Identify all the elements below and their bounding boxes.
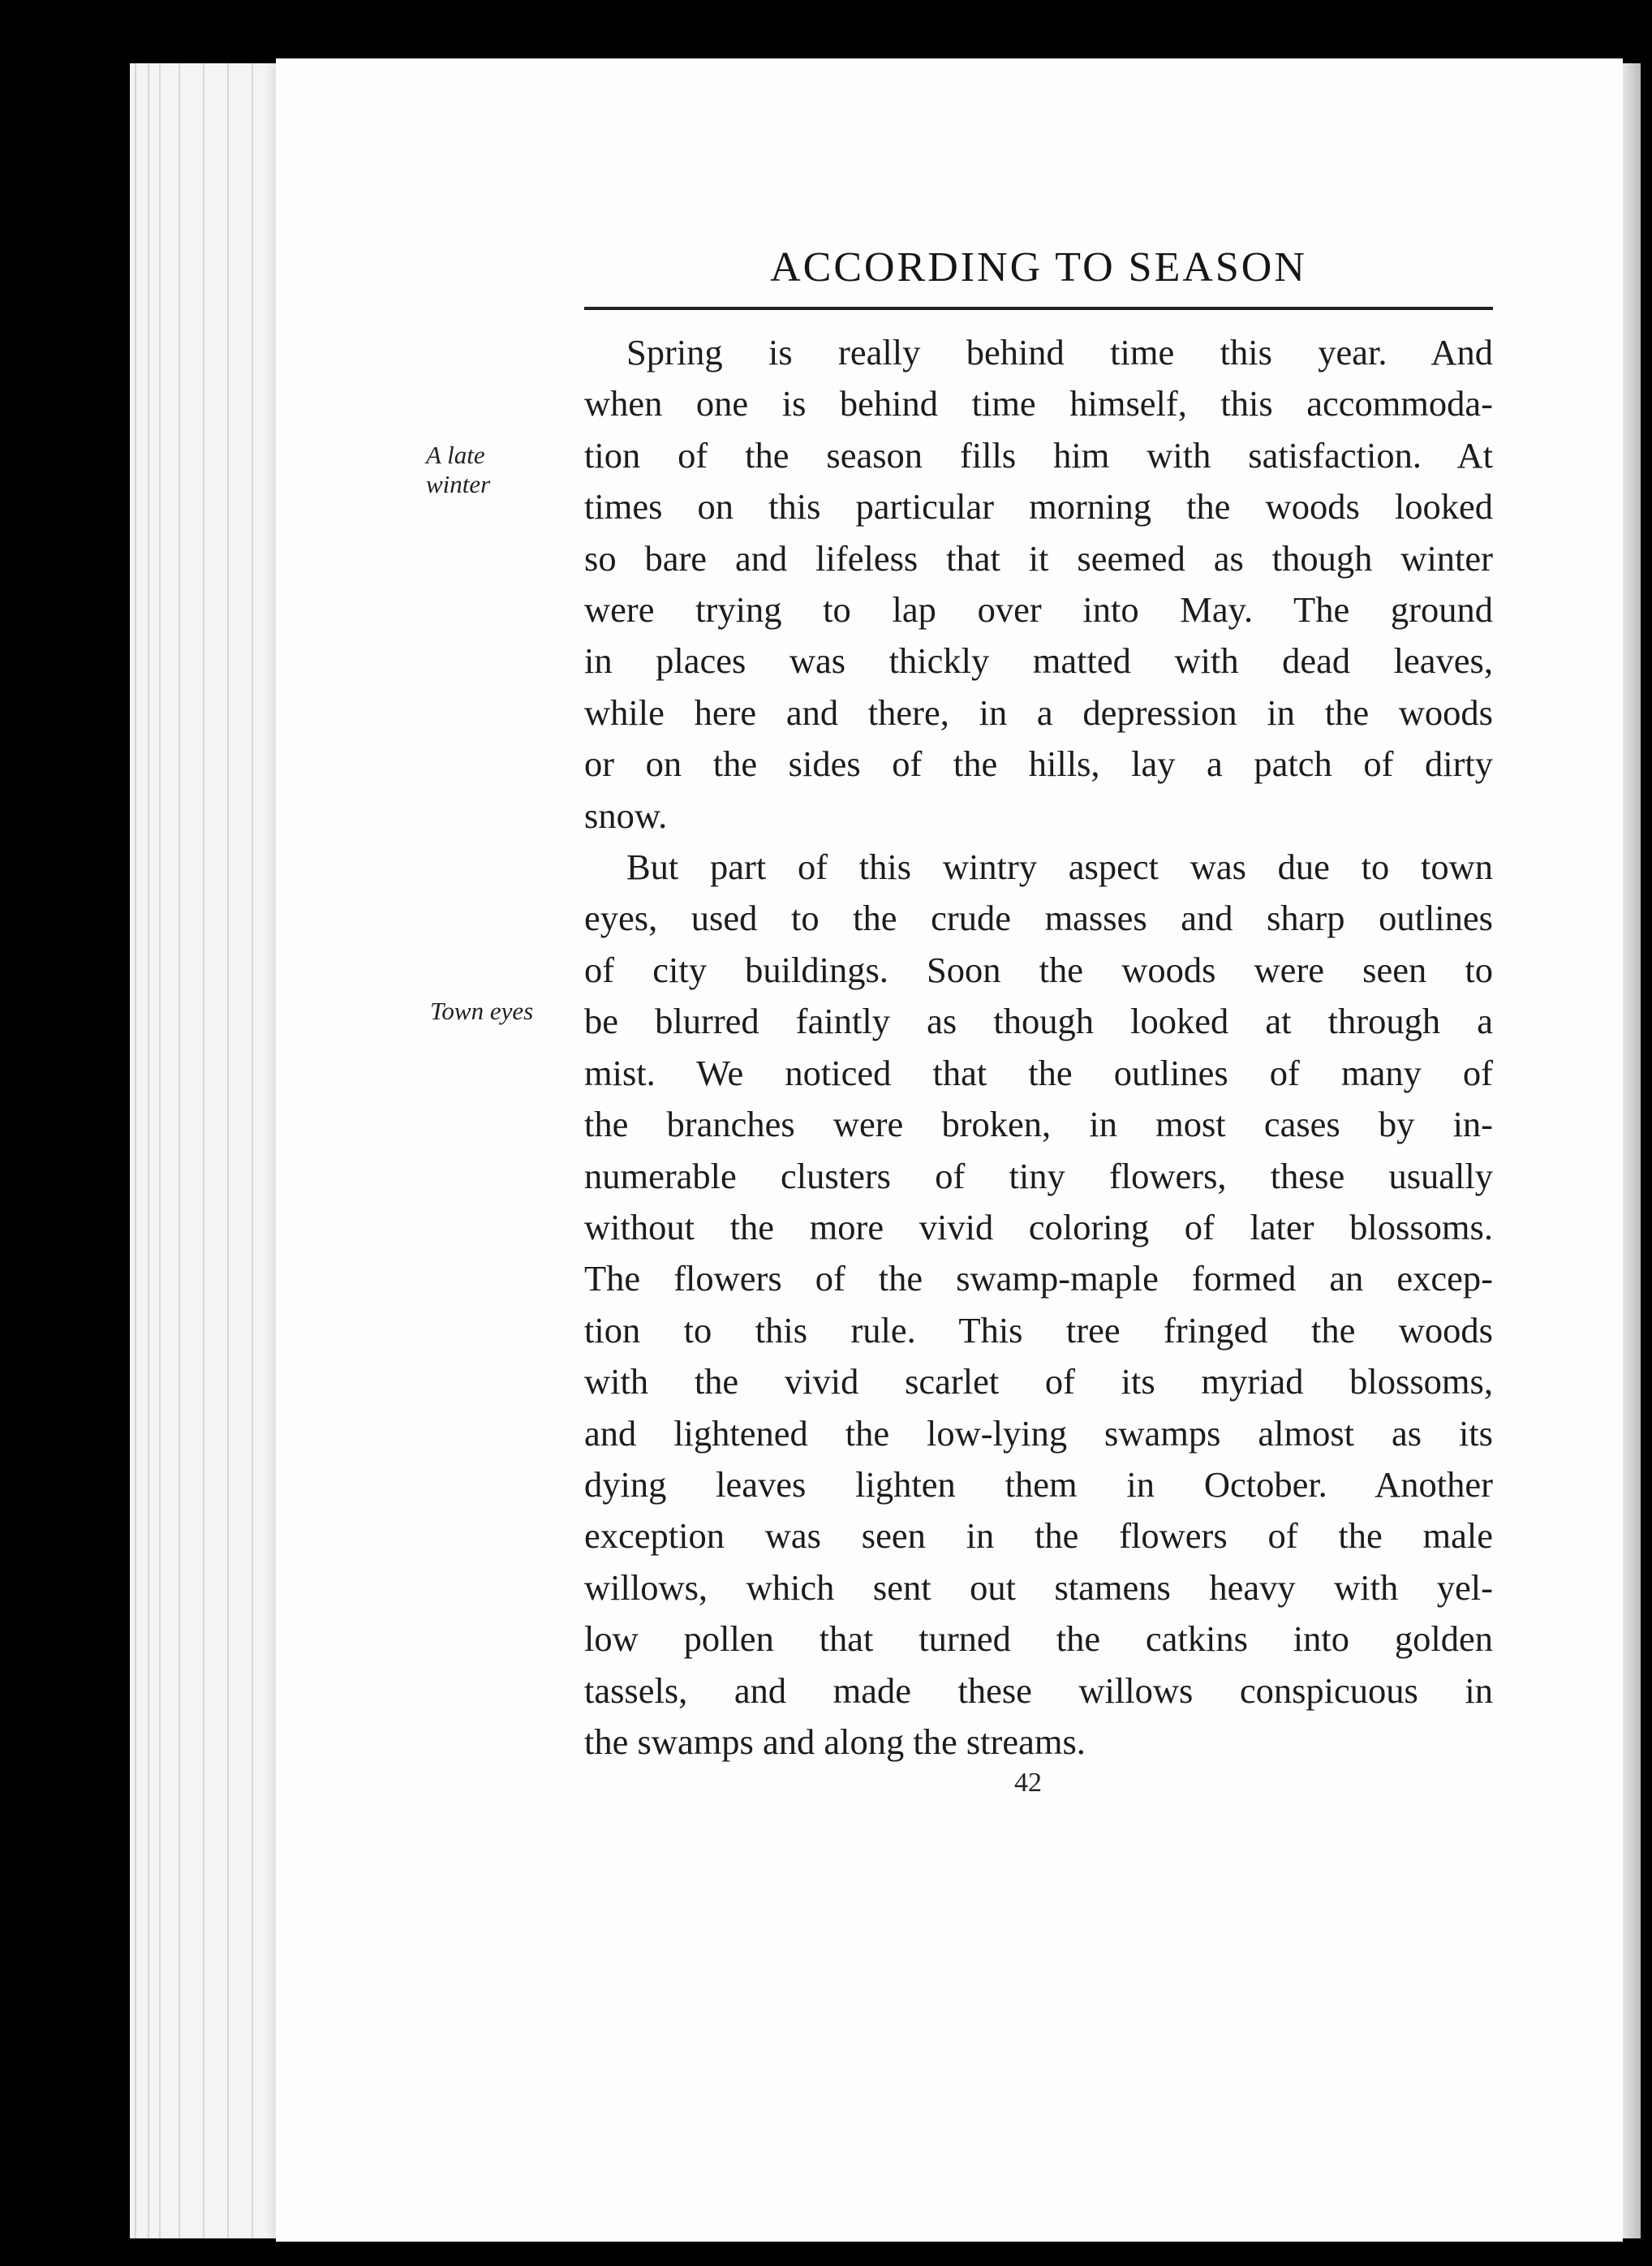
text-line: The flowers of the swamp-maple formed an excep- — [584, 1258, 1493, 1299]
text-line: exception was seen in the flowers of the male — [584, 1515, 1493, 1557]
text-line: while here and there, in a depression in the woods — [584, 691, 1493, 733]
text-line: the branches were broken, in most cases by in- — [584, 1104, 1493, 1145]
text-line: in places was thickly matted with dead leaves, — [584, 640, 1493, 682]
text-line: low pollen that turned the catkins into golden — [584, 1618, 1493, 1660]
text-line: be blurred faintly as though looked at through a — [584, 1001, 1493, 1042]
body-text — [584, 327, 1493, 1768]
page-gutter-shadow — [1623, 63, 1641, 2238]
text-line: the swamps and along the streams. — [584, 1721, 1086, 1762]
page-edge-line — [159, 63, 161, 2238]
text-line: mist. We noticed that the outlines of many of — [584, 1052, 1493, 1093]
text-line: with the vivid scarlet of its myriad blossoms, — [584, 1361, 1493, 1402]
text-line: tassels, and made these willows conspicuous in — [584, 1669, 1493, 1711]
margin-note-line: A late — [426, 441, 485, 469]
page-number: 42 — [1014, 1768, 1042, 1798]
page-edge-line — [135, 63, 136, 2238]
margin-note-line: winter — [426, 470, 491, 498]
text-line: or on the sides of the hills, lay a patch of dirty — [584, 743, 1493, 785]
text-line: eyes, used to the crude masses and sharp outlines — [584, 898, 1493, 939]
margin-note-line: Town eyes — [430, 997, 534, 1025]
text-line: so bare and lifeless that it seemed as though winter — [584, 537, 1493, 579]
text-line: of city buildings. Soon the woods were seen to — [584, 949, 1493, 990]
header-rule — [584, 307, 1493, 310]
text-line: without the more vivid coloring of later blossoms. — [584, 1206, 1493, 1247]
margin-note-town-eyes — [430, 997, 533, 1026]
text-line: numerable clusters of tiny flowers, these usually — [584, 1155, 1493, 1196]
text-line: were trying to lap over into May. The ground — [584, 589, 1493, 631]
text-line: dying leaves lighten them in October. Another — [584, 1463, 1493, 1505]
text-line: But part of this wintry aspect was due to town — [626, 847, 1493, 888]
text-line: times on this particular morning the woods looked — [584, 486, 1493, 528]
text-line: Spring is really behind time this year. And — [626, 332, 1493, 373]
text-line: tion of the season fills him with satisfaction. At — [584, 434, 1493, 476]
text-line: willows, which sent out stamens heavy with yel- — [584, 1566, 1493, 1608]
text-line: snow. — [584, 795, 668, 836]
page-edge-line — [179, 63, 180, 2238]
running-head: ACCORDING TO SEASON — [770, 244, 1307, 291]
text-line: when one is behind time himself, this accommoda- — [584, 383, 1493, 424]
page-edge-line — [252, 63, 253, 2238]
page-edge-line — [148, 63, 149, 2238]
text-line: tion to this rule. This tree fringed the woods — [584, 1309, 1493, 1351]
margin-note-late-winter — [426, 441, 490, 499]
text-line: and lightened the low-lying swamps almost as its — [584, 1412, 1493, 1454]
page-edge-line — [227, 63, 229, 2238]
page-edge-line — [203, 63, 204, 2238]
